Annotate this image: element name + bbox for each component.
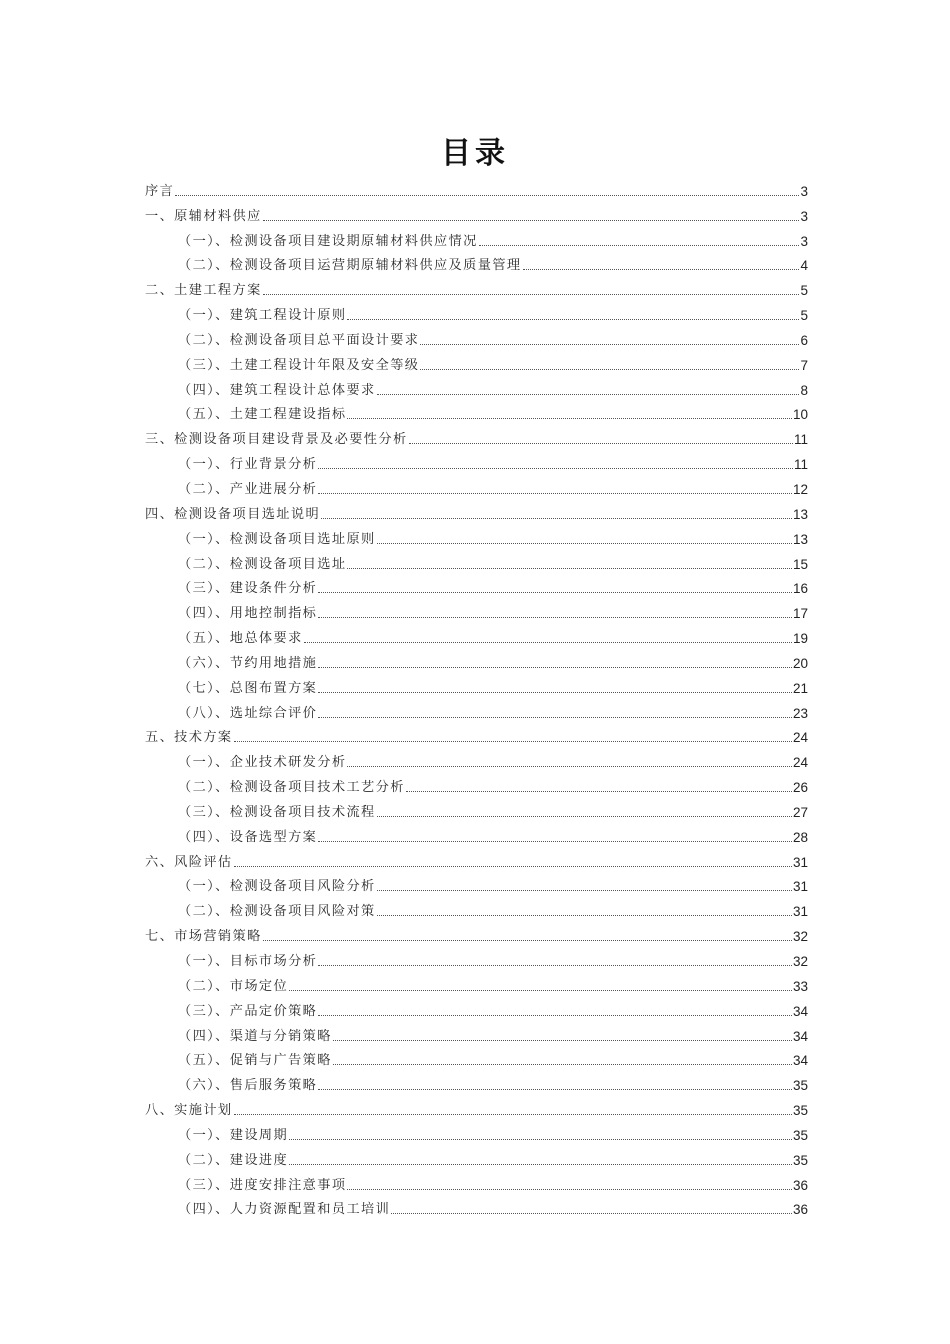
- toc-entry-label: （五）、促销与广告策略: [178, 1053, 332, 1069]
- toc-entry-page-number: 10: [792, 407, 808, 423]
- toc-entry-page-number: 24: [792, 730, 808, 746]
- toc-entry-page-number: 31: [792, 854, 808, 870]
- toc-dot-leader: [377, 394, 800, 395]
- toc-entry-label: （三）、产品定价策略: [178, 1003, 318, 1019]
- toc-dot-leader: [289, 990, 792, 991]
- toc-dot-leader: [347, 1189, 792, 1190]
- toc-entry-page-number: 35: [792, 1152, 808, 1168]
- toc-entry[interactable]: [145, 274, 808, 299]
- toc-dot-leader: [318, 717, 792, 718]
- toc-dot-leader: [234, 741, 792, 742]
- toc-entry[interactable]: [145, 200, 808, 225]
- toc-entry-page-number: 35: [792, 1078, 808, 1094]
- toc-dot-leader: [234, 866, 792, 867]
- toc-entry-label: （二）、检测设备项目总平面设计要求: [178, 332, 420, 348]
- toc-entry[interactable]: [145, 920, 808, 945]
- toc-entry-page-number: 36: [792, 1177, 808, 1193]
- toc-entry-label: （一）、建设周期: [178, 1127, 289, 1143]
- toc-dot-leader: [263, 940, 792, 941]
- toc-entry[interactable]: [145, 324, 808, 349]
- toc-entry-page-number: 20: [792, 655, 808, 671]
- toc-entry[interactable]: [145, 697, 808, 722]
- toc-entry-label: （四）、用地控制指标: [178, 606, 318, 622]
- toc-dot-leader: [347, 568, 792, 569]
- toc-entry-page-number: 11: [793, 432, 808, 448]
- toc-entry[interactable]: [145, 573, 808, 598]
- toc-dot-leader: [318, 841, 792, 842]
- toc-entry-label: （五）、土建工程建设指标: [178, 407, 347, 423]
- toc-entry[interactable]: [145, 448, 808, 473]
- toc-entry[interactable]: [145, 1194, 808, 1219]
- toc-entry-label: （一）、检测设备项目风险分析: [178, 879, 376, 895]
- toc-entry[interactable]: [145, 895, 808, 920]
- toc-entry[interactable]: [145, 1069, 808, 1094]
- toc-entry-page-number: 36: [792, 1202, 808, 1218]
- toc-dot-leader: [318, 468, 793, 469]
- toc-entry-label: （一）、检测设备项目选址原则: [178, 531, 376, 547]
- toc-entry-label: （六）、节约用地措施: [178, 655, 318, 671]
- toc-entry-page-number: 3: [800, 208, 808, 224]
- toc-entry-page-number: 32: [792, 954, 808, 969]
- toc-dot-leader: [347, 418, 792, 419]
- toc-entry[interactable]: [145, 374, 808, 399]
- toc-entry-page-number: 6: [800, 332, 808, 348]
- toc-entry-page-number: 23: [792, 705, 808, 721]
- toc-entry-page-number: 31: [792, 904, 808, 920]
- toc-entry-page-number: 26: [792, 780, 808, 796]
- toc-entry-label: 五、技术方案: [145, 730, 233, 746]
- toc-entry[interactable]: [145, 225, 808, 250]
- toc-entry-page-number: 13: [792, 506, 808, 522]
- toc-entry[interactable]: [145, 597, 808, 622]
- toc-entry-page-number: 12: [792, 481, 808, 497]
- toc-dot-leader: [263, 220, 800, 221]
- toc-entry[interactable]: [145, 995, 808, 1020]
- toc-entry-page-number: 3: [800, 233, 808, 249]
- toc-entry[interactable]: [145, 1094, 808, 1119]
- toc-entry[interactable]: [145, 423, 808, 448]
- toc-entry-page-number: 28: [792, 829, 808, 845]
- toc-entry[interactable]: [145, 970, 808, 995]
- toc-entry-label: （二）、检测设备项目技术工艺分析: [178, 780, 405, 796]
- toc-dot-leader: [318, 692, 792, 693]
- toc-entry-label: （一）、行业背景分析: [178, 457, 318, 473]
- toc-dot-leader: [304, 642, 792, 643]
- toc-entry-page-number: 31: [792, 879, 808, 895]
- toc-entry-label: （五）、地总体要求: [178, 631, 303, 647]
- toc-entry[interactable]: [145, 821, 808, 846]
- toc-entry-label: （三）、进度安排注意事项: [178, 1177, 347, 1193]
- toc-entry-label: 三、检测设备项目建设背景及必要性分析: [145, 432, 408, 448]
- toc-entry[interactable]: [145, 846, 808, 871]
- toc-entry-page-number: 35: [792, 1103, 808, 1119]
- toc-entry-label: 七、市场营销策略: [145, 929, 262, 945]
- table-of-contents: [145, 175, 808, 1218]
- toc-dot-leader: [377, 890, 792, 891]
- toc-dot-leader: [377, 915, 792, 916]
- toc-dot-leader: [234, 1114, 792, 1115]
- toc-entry-page-number: 13: [792, 531, 808, 547]
- toc-entry[interactable]: [145, 945, 808, 970]
- toc-dot-leader: [420, 344, 799, 345]
- toc-entry-label: （一）、检测设备项目建设期原辅材料供应情况: [178, 233, 478, 249]
- toc-dot-leader: [318, 1089, 792, 1090]
- toc-dot-leader: [523, 269, 800, 270]
- toc-entry-page-number: 34: [792, 1053, 808, 1069]
- toc-dot-leader: [377, 816, 792, 817]
- toc-entry[interactable]: [145, 771, 808, 796]
- toc-dot-leader: [347, 319, 799, 320]
- toc-dot-leader: [318, 667, 792, 668]
- toc-entry-label: （七）、总图布置方案: [178, 680, 318, 696]
- toc-entry-label: （四）、人力资源配置和员工培训: [178, 1202, 391, 1218]
- toc-entry-label: 二、土建工程方案: [145, 283, 262, 299]
- toc-dot-leader: [321, 518, 792, 519]
- toc-dot-leader: [175, 195, 799, 196]
- toc-entry-page-number: 16: [792, 581, 808, 597]
- toc-dot-leader: [347, 766, 792, 767]
- toc-entry-page-number: 11: [793, 457, 808, 473]
- toc-dot-leader: [409, 443, 793, 444]
- toc-entry-label: 一、原辅材料供应: [145, 208, 262, 224]
- toc-dot-leader: [263, 294, 800, 295]
- toc-entry[interactable]: [145, 250, 808, 275]
- toc-entry-page-number: 15: [792, 556, 808, 572]
- toc-entry-page-number: 17: [792, 606, 808, 622]
- toc-dot-leader: [406, 791, 792, 792]
- toc-entry[interactable]: [145, 1169, 808, 1194]
- toc-entry[interactable]: [145, 498, 808, 523]
- toc-entry-page-number: 21: [792, 680, 808, 696]
- toc-entry-label: （八）、选址综合评价: [178, 705, 318, 721]
- toc-entry[interactable]: [145, 523, 808, 548]
- toc-entry-label: （二）、产业进展分析: [178, 481, 318, 497]
- toc-dot-leader: [479, 245, 800, 246]
- toc-entry[interactable]: [145, 349, 808, 374]
- toc-entry[interactable]: [145, 399, 808, 424]
- toc-entry-label: 序言: [145, 183, 175, 199]
- toc-entry-label: （三）、检测设备项目技术流程: [178, 804, 376, 820]
- toc-dot-leader: [318, 592, 792, 593]
- toc-entry-label: （四）、设备选型方案: [178, 829, 318, 845]
- toc-entry-page-number: 33: [792, 978, 808, 994]
- toc-entry-label: （一）、建筑工程设计原则: [178, 308, 347, 324]
- toc-entry[interactable]: [145, 871, 808, 896]
- toc-entry-page-number: 27: [792, 804, 808, 820]
- toc-entry-label: （三）、土建工程设计年限及安全等级: [178, 357, 420, 373]
- toc-entry-label: （一）、企业技术研发分析: [178, 755, 347, 771]
- toc-entry[interactable]: [145, 622, 808, 647]
- toc-entry-page-number: 32: [792, 929, 808, 945]
- page-title: 目录: [441, 136, 509, 171]
- toc-entry[interactable]: [145, 647, 808, 672]
- toc-entry[interactable]: [145, 1144, 808, 1169]
- toc-entry[interactable]: [145, 746, 808, 771]
- toc-entry-label: （三）、建设条件分析: [178, 581, 318, 597]
- toc-entry-page-number: 5: [800, 308, 808, 324]
- toc-dot-leader: [289, 1139, 792, 1140]
- toc-entry[interactable]: [145, 1119, 808, 1144]
- toc-entry-label: 八、实施计划: [145, 1103, 233, 1119]
- toc-entry-label: （六）、售后服务策略: [178, 1078, 318, 1094]
- toc-entry-label: （四）、渠道与分销策略: [178, 1028, 332, 1044]
- toc-entry-page-number: 34: [792, 1003, 808, 1019]
- toc-entry[interactable]: [145, 1045, 808, 1070]
- toc-entry-page-number: 19: [792, 631, 808, 647]
- toc-entry-label: （二）、市场定位: [178, 978, 289, 994]
- toc-entry-label: 六、风险评估: [145, 854, 233, 870]
- toc-entry-label: （二）、检测设备项目风险对策: [178, 904, 376, 920]
- toc-entry-page-number: 35: [792, 1127, 808, 1143]
- toc-entry[interactable]: [145, 299, 808, 324]
- toc-entry[interactable]: [145, 175, 808, 200]
- toc-entry[interactable]: [145, 722, 808, 747]
- toc-entry[interactable]: [145, 473, 808, 498]
- toc-entry-page-number: 5: [800, 283, 808, 299]
- toc-entry-page-number: 4: [800, 258, 808, 274]
- toc-entry-label: （一）、目标市场分析: [178, 954, 318, 969]
- toc-entry[interactable]: [145, 1020, 808, 1045]
- toc-dot-leader: [289, 1164, 792, 1165]
- toc-dot-leader: [420, 369, 799, 370]
- toc-entry-label: （四）、建筑工程设计总体要求: [178, 382, 376, 398]
- toc-dot-leader: [318, 1015, 792, 1016]
- toc-entry[interactable]: [145, 548, 808, 573]
- toc-dot-leader: [391, 1213, 792, 1214]
- toc-entry-page-number: 7: [800, 357, 808, 373]
- toc-entry-label: （二）、建设进度: [178, 1152, 289, 1168]
- toc-dot-leader: [333, 1040, 792, 1041]
- toc-entry-label: 四、检测设备项目选址说明: [145, 506, 321, 522]
- toc-entry-label: （二）、检测设备项目运营期原辅材料供应及质量管理: [178, 258, 522, 274]
- toc-dot-leader: [377, 543, 792, 544]
- toc-dot-leader: [318, 965, 792, 966]
- toc-dot-leader: [333, 1064, 792, 1065]
- toc-entry-page-number: 8: [800, 382, 808, 398]
- toc-entry-label: （二）、检测设备项目选址: [178, 556, 347, 572]
- toc-dot-leader: [318, 617, 792, 618]
- toc-entry-page-number: 24: [792, 755, 808, 771]
- toc-entry[interactable]: [145, 672, 808, 697]
- toc-entry-page-number: 34: [792, 1028, 808, 1044]
- toc-entry[interactable]: [145, 796, 808, 821]
- toc-entry-page-number: 3: [800, 183, 808, 199]
- toc-dot-leader: [318, 493, 792, 494]
